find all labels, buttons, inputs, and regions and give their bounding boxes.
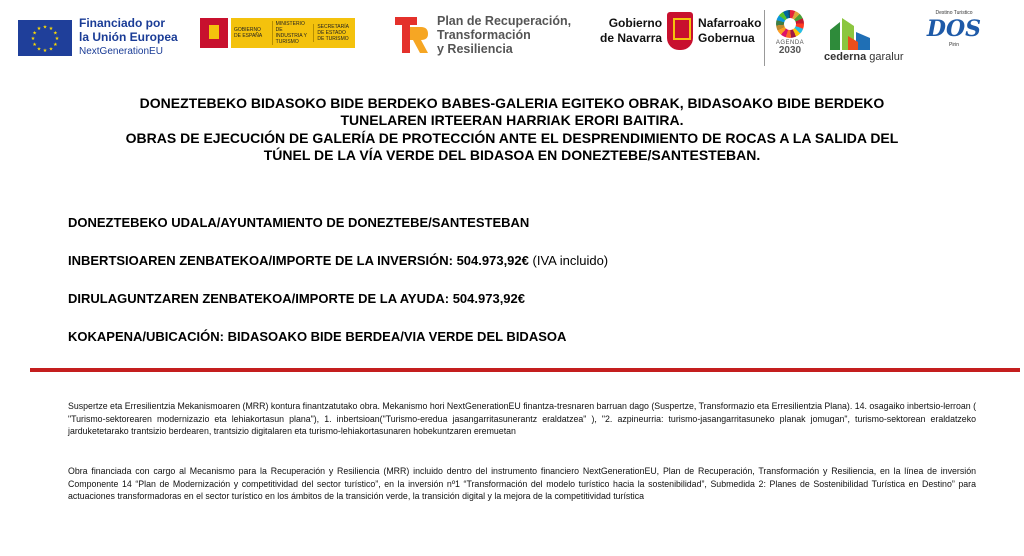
- eu-logo-text: [79, 16, 178, 59]
- title-line-4: TÚNEL DE LA VÍA VERDE DEL BIDASOA EN DONEZTEBE/SANTESTEBAN.: [263, 146, 761, 163]
- svg-text:★: ★: [48, 25, 54, 32]
- title-line-1: DONEZTEBEKO BIDASOKO BIDE BERDEKO BABES-GALERIA EGITEKO OBRAK, BIDASOAKO BIDE BERDEKO: [139, 95, 885, 111]
- agenda-line1: AGENDA: [775, 40, 805, 46]
- agenda-line2: 2030: [778, 45, 802, 56]
- svg-text:★: ★: [32, 29, 37, 36]
- title-line-3: OBRAS DE EJECUCIÓN DE GALERÍA DE PROTECCIÓN ANTE EL DESPRENDIMIENTO DE ROCAS A LA SALIDA DEL: [125, 129, 899, 146]
- project-title: [0, 95, 1024, 164]
- navarra-right1: Nafarroako: [698, 16, 762, 30]
- cederna-suffix: garalur: [869, 51, 904, 63]
- svg-text:★: ★: [53, 29, 58, 36]
- entity-line: DONEZTEBEKO UDALA/AYUNTAMIENTO DE DONEZTEBE/SANTESTEBAN: [68, 215, 530, 230]
- eu-logo: [18, 16, 178, 59]
- prtr-mark-icon: [395, 15, 429, 55]
- cederna-mark-icon: [828, 16, 872, 50]
- prtr-line2: Transformación: [437, 28, 531, 42]
- svg-text:★: ★: [42, 47, 48, 54]
- eu-flag-icon: [18, 20, 72, 56]
- ministry-block: [231, 18, 355, 48]
- navarra-left1: Gobierno: [608, 16, 663, 30]
- funding-text-spanish: Obra financiada con cargo al Mecanismo para la Recuperación y Resiliencia (MRR) incluido dentro del instrumento financiero NextGenerationEU, Plan de Recuperación, Transformación y Resiliencia, en la línea de inversión Componente 14 “Plan de Modernización y competitividad del sector turístico”, en la inversión nº1 “Transformación del modelo turístico hacia la sostenibilidad”, Submedida 2: Planes de Sostenibilidad Turística en Destino” para actuaciones transformadoras en el sector turístico en los ámbitos de la transición verde, la transición digital y la mejora de la competitividad turística: [68, 466, 976, 502]
- svg-text:★: ★: [54, 35, 60, 42]
- navarra-logo: [600, 12, 761, 50]
- svg-text:★: ★: [36, 25, 42, 32]
- investment-note: (IVA incluido): [532, 253, 609, 268]
- prtr-line3: y Resiliencia: [437, 42, 513, 56]
- cederna-logo: [824, 16, 904, 63]
- svg-text:★: ★: [53, 41, 58, 48]
- spain-shield-icon: [200, 18, 228, 48]
- sdg-wheel-icon: [776, 10, 804, 38]
- agenda-2030-logo: [772, 10, 808, 56]
- ministry-cell-2: MINISTERIO DE INDUSTRIA Y TURISMO: [272, 21, 314, 45]
- title-line-2: TUNELAREN IRTEERAN HARRIAK ERORI BAITIRA.: [340, 112, 684, 129]
- navarra-crest-icon: [667, 12, 693, 50]
- red-divider: [30, 368, 1020, 372]
- dos-sub-text: Pirin: [948, 42, 959, 48]
- cederna-text: [824, 51, 904, 63]
- eu-logo-line1: Financiado por: [79, 16, 166, 30]
- prtr-text: [437, 14, 571, 56]
- dos-logo: [924, 10, 984, 48]
- prtr-line1: Plan de Recuperación,: [437, 14, 572, 28]
- aid-line: DIRULAGUNTZAREN ZENBATEKOA/IMPORTE DE LA AYUDA: 504.973,92€: [68, 291, 525, 306]
- prtr-logo: [395, 14, 571, 56]
- svg-text:★: ★: [42, 24, 48, 30]
- ministry-cell-3: SECRETARÍA DE ESTADO DE TURISMO: [313, 24, 355, 42]
- gobierno-espana-logo: [200, 18, 358, 48]
- logo-divider: [764, 10, 765, 66]
- eu-logo-line3: NextGenerationEU: [79, 46, 163, 57]
- funding-text-basque: Suspertze eta Erresilientzia Mekanismoaren (MRR) kontura finantzatutako obra. Mekanismo hori NextGenerationEU finantza-tresnaren barruan dago (Suspertze, Transformazio eta Erresilientzia Plana). 14. osagaiko inbertsio-lerroan ( "Turismo-sektorearen modernizazio eta lehiakortasun plana"), 1. inbertsioan("Turismo-eredua jasangarritasunerantz eraldatzea" ), "2. azpineurria: turismo-jasangarritasuneko planak jomugan", turismo-sektorean eraldatzeko jarduketetarako trantsizio berdearen, trantsizio digitalaren eta turismo-lehiakortasunaren hobekuntzaren eremuetan: [68, 401, 976, 437]
- navarra-right2: Gobernua: [698, 31, 755, 45]
- navarra-right-text: [698, 16, 761, 46]
- svg-text:★: ★: [32, 41, 37, 48]
- dos-top-text: Destino Turistico: [935, 10, 973, 16]
- investment-label: INBERTSIOAREN ZENBATEKOA/IMPORTE DE LA INVERSIÓN: 504.973,92€: [68, 253, 529, 268]
- svg-text:★: ★: [30, 35, 36, 42]
- navarra-left2: de Navarra: [600, 31, 663, 45]
- dos-mark: DOS: [926, 16, 982, 42]
- eu-logo-line2: la Unión Europea: [79, 30, 178, 44]
- cederna-name: cederna: [824, 51, 867, 63]
- logo-strip: [0, 10, 1024, 70]
- svg-text:★: ★: [36, 45, 42, 52]
- ministry-cell-1: GOBIERNO DE ESPAÑA: [234, 27, 263, 39]
- investment-line: [68, 253, 608, 268]
- navarra-left-text: [600, 16, 662, 46]
- location-line: KOKAPENA/UBICACIÓN: BIDASOAKO BIDE BERDEA/VIA VERDE DEL BIDASOA: [68, 329, 567, 344]
- svg-text:★: ★: [48, 45, 54, 52]
